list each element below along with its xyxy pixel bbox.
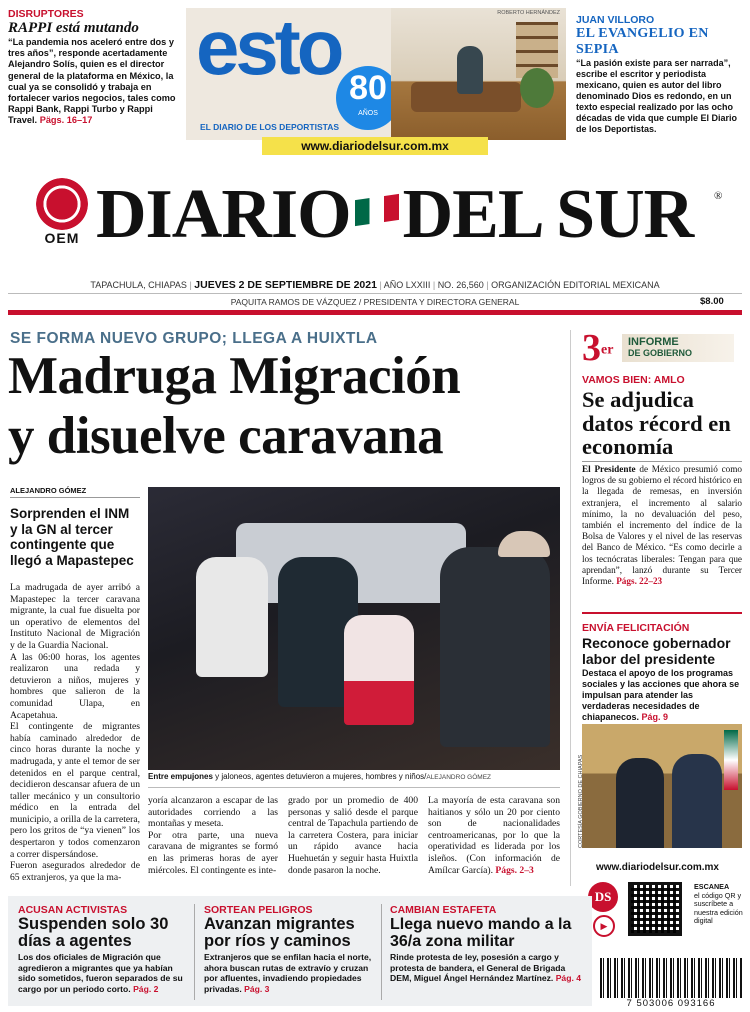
informe-label-2: DE GOBIERNO (628, 348, 693, 358)
oem-logo (34, 178, 90, 250)
informe-number: 3 (582, 327, 601, 369)
organization: ORGANIZACIÓN EDITORIAL MEXICANA (491, 280, 660, 290)
esto-promo-box[interactable] (186, 8, 566, 140)
esto-80-number: 80 (349, 69, 387, 107)
bottom-divider-1 (194, 904, 195, 1000)
col4-ref[interactable]: Págs. 2–3 (495, 864, 534, 876)
main-headline[interactable] (8, 346, 568, 466)
promo-text (8, 37, 178, 127)
col4-text: La mayoría de esta caravana son haitianos y sólo un 20 por ciento son de nacionalidades centroamericanas, por lo que la operatividad es liderada por los isleños. (Con información de Amílcar García). (428, 795, 560, 876)
sidebar-divider (570, 330, 571, 886)
promo-right-text: “La pasión existe para ser narrada”, escribe el escritor y periodista mexicano, quien es autor del libro denominado Dios es redondo, en un texto especial realizado por las ocho décadas de vida que cumple El Diario de los Deportistas. (576, 58, 738, 134)
masthead-title (96, 176, 716, 254)
sidebar-headline-2[interactable]: Reconoce gobernador labor del presidente (582, 635, 731, 667)
bottom-kicker-1: ACUSAN ACTIVISTAS (18, 904, 128, 916)
byline: ALEJANDRO GÓMEZ (10, 486, 87, 495)
bottom-body-3: Rinde protesta de ley, posesión a cargo y protesta de bandera, el General de Brigada DEM, Miguel Ángel Hernández Martínez. (390, 952, 566, 983)
ds-logo[interactable] (588, 882, 620, 938)
main-col-1: La madrugada de ayer arribó a Mapastepec la tercer caravana migrante, la cual fue disuelta por un operativo de elementos del Instituto Nacional de Migración y de la Guardia Nacional. A las 06:00 horas, los agentes realizaron una redada y detuvieron a niños, mujeres y hombres que salieron de la comunidad Ulapa, en Acapetahua. El contingente de migrantes había caminado alrededor de cinco horas durante la noche y madrugada, y ante el temor de ser detenidos en el parque central, decidieron descansar afuera de un taller mecánico y un consultorio médico en la entrada del municipio, a orilla de la carretera, pero los gritos de “ya vienen” los despertaron y todos comenzaron a correr dispersándose. Fueron asegurados alrededor de 65 extranjeros, ya que la ma- (10, 582, 140, 882)
main-kicker: SE FORMA NUEVO GRUPO; LLEGA A HUIXTLA (10, 330, 378, 347)
bottom-ref-2[interactable]: Pág. 3 (244, 983, 270, 994)
photo-credit: ROBERTO HERNÁNDEZ (497, 10, 560, 16)
masthead-info-line: TAPACHULA, CHIAPAS | JUEVES 2 DE SEPTIEMBRE DE 2021 | AÑO LXXIII | NO. 26,560 | ORGANIZACIÓN EDITORIAL MEXICANA (90, 279, 660, 291)
photo-flag (724, 730, 738, 790)
date: JUEVES 2 DE SEPTIEMBRE DE 2021 (194, 279, 377, 291)
city: TAPACHULA, CHIAPAS (90, 280, 187, 290)
bottom-text-3 (390, 952, 586, 984)
photo-caption (148, 772, 560, 783)
agent-cap (498, 531, 550, 557)
mexican-flag-icon (355, 194, 399, 226)
bottom-text-2 (204, 952, 376, 994)
barcode-number: 7 503006 093166 (600, 998, 742, 1009)
qr-title: ESCANEA (694, 882, 730, 891)
sidebar-lead: El Presidente (582, 464, 636, 474)
sidebar-rule-1 (582, 461, 742, 462)
byline-rule (10, 497, 140, 498)
qr-text (694, 883, 744, 926)
informe-label-1: INFORME (628, 336, 679, 348)
promo-quote: “La pandemia nos aceleró entre dos y tres años”, responde acertadamente Alejandro Solís, quien es el director general de la plataforma en México, la cual ya se consolidó y trabaja en fortalecer varios negocios, tales como Rappi Bank, Rappi Turbo y Rappi Travel. (8, 37, 176, 126)
director-line: PAQUITA RAMOS DE VÁZQUEZ / PRESIDENTA Y DIRECTORA GENERAL (230, 297, 520, 307)
ds-badge: DS (588, 882, 618, 912)
promo-right-kicker: JUAN VILLORO (576, 14, 655, 26)
caption-text: y jaloneos, agentes detuvieron a mujeres, hombres y niños/ (212, 772, 427, 781)
oem-sun-icon (36, 178, 88, 230)
qr-desc: el código QR y suscríbete a nuestra edición digital (694, 890, 743, 925)
sidebar-text (582, 464, 742, 587)
play-icon: ▶ (593, 915, 615, 937)
informe-sup: er (601, 342, 614, 358)
photo-man-right (672, 754, 722, 848)
promo-ref[interactable]: Pägs. 16–17 (39, 115, 93, 126)
top-url-bar[interactable]: www.diariodelsur.com.mx (262, 137, 488, 155)
informe-banner (582, 328, 742, 370)
masthead-title-right: DEL SUR (402, 176, 694, 253)
sidebar-url[interactable]: www.diariodelsur.com.mx (596, 862, 719, 873)
caption-rule (148, 787, 560, 788)
person-white-shirt (196, 557, 268, 677)
sidebar-ref[interactable]: Págs. 22–23 (616, 576, 663, 587)
esto-photo (391, 8, 566, 140)
bottom-story-1[interactable] (18, 904, 188, 994)
promo-title: RAPPI está mutando (8, 20, 139, 36)
esto-tagline: EL DIARIO DE LOS DEPORTISTAS (200, 122, 340, 132)
bottom-headline-3: Llega nuevo mando a la 36/a zona militar (390, 916, 572, 950)
sidebar-kicker: VAMOS BIEN: AMLO (582, 374, 685, 386)
caption-bold: Entre empujones (148, 772, 213, 781)
issue-number: NO. 26,560 (437, 280, 484, 290)
informe-label (622, 334, 734, 362)
price: $8.00 (700, 296, 724, 307)
sidebar-photo-credit: CORTESÍA GOBIERNO DE CHIAPAS (578, 754, 584, 848)
qr-code[interactable] (628, 882, 682, 936)
main-subhead: Sorprenden el INM y la GN al tercer contingente que llegó a Mapastepec (10, 506, 134, 568)
agent-right (440, 547, 550, 747)
bottom-divider-2 (381, 904, 382, 1000)
plant (520, 68, 554, 108)
oem-label: OEM (44, 230, 80, 246)
masthead-title-left: DIARIO (96, 176, 351, 253)
bottom-headline-2: Avanzan migrantes por ríos y caminos (204, 915, 355, 950)
sidebar-kicker-2: ENVÍA FELICITACIÓN (582, 622, 690, 634)
year: AÑO LXXIII (383, 280, 431, 290)
woman-red-skirt (344, 615, 414, 725)
barcode (600, 958, 742, 998)
bottom-ref-3[interactable]: Pág. 4 (555, 973, 582, 983)
sidebar-body-2: Destaca el apoyo de los programas sociales y las acciones que ahora se impulsan para atender las verdaderas necesidades de chiapanecos. (582, 668, 740, 722)
bottom-ref-1[interactable]: Pág. 2 (133, 983, 159, 994)
person-figure (457, 46, 483, 94)
bottom-story-2[interactable] (204, 904, 376, 994)
masthead-red-rule (8, 310, 742, 315)
bottom-text-1 (18, 952, 188, 994)
bottom-kicker-3: CAMBIAN ESTAFETA (390, 904, 497, 916)
caption-credit: ALEJANDRO GÓMEZ (426, 774, 492, 781)
esto-logo: esto (196, 8, 341, 91)
registered-mark: ® (714, 190, 723, 202)
headline-line-2: y disuelve caravana (8, 407, 444, 465)
main-photo (148, 487, 560, 770)
info-rule (8, 293, 742, 294)
sidebar-rule-2 (582, 612, 742, 614)
bottom-body-1: Los dos oficiales de Migración que agredieron a migrantes que ya habían sido sometidos, fueron separados de su cargo por un periodo corto. (18, 952, 183, 994)
photo-man-left (616, 758, 664, 848)
top-left-promo[interactable] (8, 8, 178, 138)
bottom-kicker-2: SORTEAN PELIGROS (204, 904, 313, 916)
sidebar-photo (582, 724, 742, 848)
bottom-story-3[interactable] (390, 904, 586, 984)
esto-80-label: AÑOS (358, 110, 378, 117)
sidebar-ref-2[interactable]: Pág. 9 (641, 712, 669, 722)
main-col-3: grado por un promedio de 400 personas y salió desde el parque central de Tapachula partiendo de la carretera Costera, para iniciar un rápido avance hacia Huehuetán y seguir hasta Huixtla donde pasaron la noche. (288, 795, 418, 876)
headline-line-1: Madruga Migración (8, 347, 461, 405)
main-col-4 (428, 795, 560, 876)
top-right-promo[interactable] (576, 14, 744, 144)
sidebar-body: de México presumió como logros de su gobierno el récord histórico en la llegada de remesas, en inversión extranjera, el incremento al salario mínimo, la no devaluación del peso, también el incremento del índice de la Bolsa de Valores y el nivel de las reservas del Banco de México. “Es como decirle a los tecnócratas liberales: Tengan para que aprendan”, lanzó durante su Tercer Informe. (582, 464, 742, 587)
bottom-body-2: Extranjeros que se enfilan hacia el norte, ahora buscan rutas de extravío y cruzan por afluentes, invadiendo propiedades privadas. (204, 952, 372, 994)
sidebar-headline[interactable]: Se adjudica datos récord en economía (582, 387, 731, 459)
promo-right-title: EL EVANGELIO EN SEPIA (576, 26, 709, 57)
sidebar-text-2 (582, 668, 742, 723)
main-col-2: yoría alcanzaron a escapar de las autoridades corriendo a las montañas y meseta. Por otra parte, una nueva caravana de migrantes se formó en las primeras horas de ayer miércoles. El contingente es inte- (148, 795, 278, 876)
promo-kicker: DISRUPTORES (8, 8, 84, 20)
bottom-headline-1: Suspenden solo 30 días a agentes (18, 915, 169, 950)
